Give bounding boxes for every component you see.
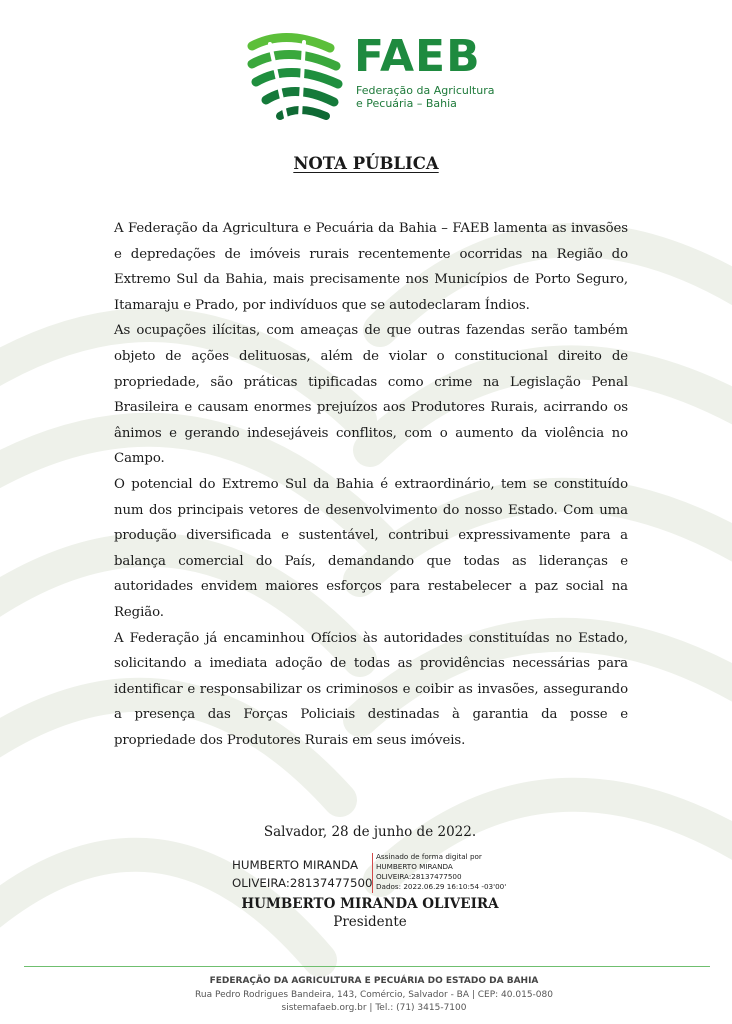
logo-subtitle-line-1: Federação da Agricultura [356,84,495,97]
footer-contact: sistemafaeb.org.br | Tel.: (71) 3415-7100 [281,1003,467,1013]
signer-name: HUMBERTO MIRANDA OLIVEIRA [241,896,499,912]
paragraph: O potencial do Extremo Sul da Bahia é extraordinário, tem se constituído num dos principais vetores de desenvolvimento do nosso Estado. Com uma produção diversificada e sustentável, contribui expressivamente para a balança comercial do País, demandando que todas as lideranças e autoridades envidem maiores esforços para restabelecer a paz social na Região. [114,476,628,620]
signature-detail-line-4: Dados: 2022.06.29 16:10:54 -03'00' [376,882,507,891]
place-date: Salvador, 28 de junho de 2022. [263,824,477,840]
document-body [114,216,628,753]
faeb-leaf-icon [246,30,346,122]
logo-subtitle-line-2: e Pecuária – Bahia [356,97,457,110]
signature-name-line-1: HUMBERTO MIRANDA [232,858,359,872]
footer-divider [24,966,710,967]
signature-detail-line-3: OLIVEIRA:28137477500 [376,872,462,881]
paragraph: As ocupações ilícitas, com ameaças de que outras fazendas serão também objeto de ações delituosas, além de violar o constitucional direito de propriedade, são práticas tipificadas como crime na Legislação Penal Brasileira e causam enormes prejuízos aos Produtores Rurais, acirrando os ânimos e gerando indesejáveis conflitos, com o aumento da violência no Campo. [114,323,628,467]
signer-role: Presidente [333,914,407,930]
faeb-logo [246,30,496,122]
signature-detail-line-1: Assinado de forma digital por [376,852,482,861]
footer-organization: FEDERAÇÃO DA AGRICULTURA E PECUÁRIA DO ESTADO DA BAHIA [209,976,539,986]
logo-subtitle [356,84,496,110]
signature-divider [372,853,373,893]
digital-signature-details [376,852,526,892]
logo-wordmark: FAEB [354,31,481,82]
document-title: NOTA PÚBLICA [293,154,439,173]
paragraph: A Federação já encaminhou Ofícios às autoridades constituídas no Estado, solicitando a imediata adoção de todas as providências necessárias para identificar e responsabilizar os criminosos e coibir as invasões, assegurando a presença das Forças Policiais destinadas à garantia da posse e propriedade dos Produtores Rurais em seus imóveis. [114,630,628,748]
footer-address: Rua Pedro Rodrigues Bandeira, 143, Comércio, Salvador - BA | CEP: 40.015-080 [195,990,553,1000]
footer [0,974,732,1015]
digital-signature-name [232,856,374,892]
signature-detail-line-2: HUMBERTO MIRANDA [376,862,453,871]
paragraph: A Federação da Agricultura e Pecuária da Bahia – FAEB lamenta as invasões e depredações de imóveis rurais recentemente ocorridas na Região do Extremo Sul da Bahia, mais precisamente nos Municípios de Porto Seguro, Itamaraju e Prado, por indivíduos que se autodeclaram Índios. [114,221,628,313]
signature-name-line-2: OLIVEIRA:28137477500 [232,876,373,890]
